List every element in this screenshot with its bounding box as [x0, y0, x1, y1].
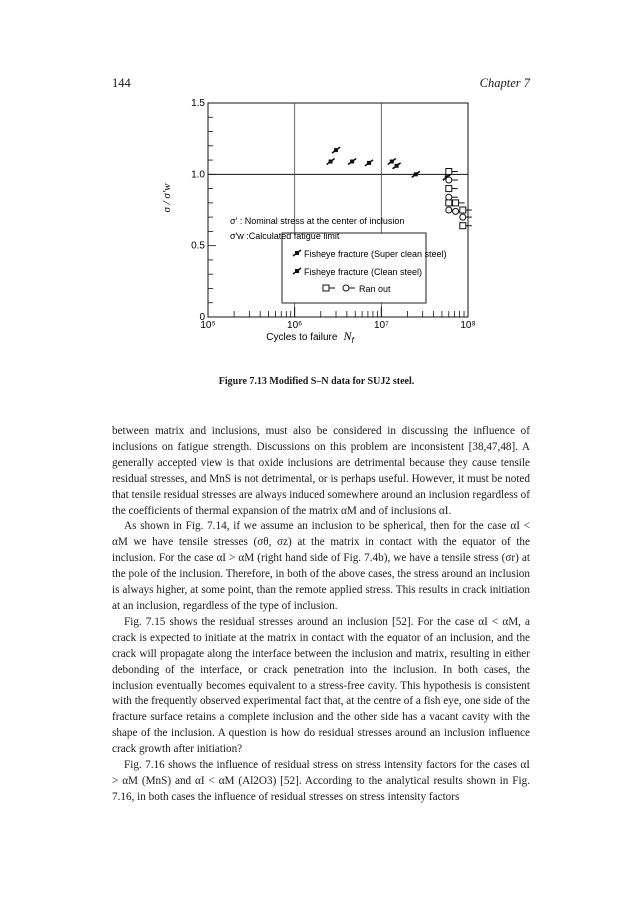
x-axis-subscript: f [351, 336, 354, 345]
data-point [446, 169, 458, 175]
chart-legend [230, 216, 447, 303]
x-tick-label: 10⁸ [460, 320, 476, 331]
body-text [112, 424, 530, 806]
y-tick-label: 1.0 [191, 169, 205, 181]
x-tick-label: 10⁷ [373, 320, 389, 331]
data-point [460, 214, 472, 220]
x-axis-label [266, 329, 354, 345]
data-point [327, 159, 335, 165]
paragraph-1: between matrix and inclusions, must also be considered in discussing the influence of inclusions on fatigue strength. Discussions on this problem are inconsistent [38,47,48]. A generally accepted view is that oxide inclusions are detrimental because they cause tensile residual stresses, and MnS is not detrimental, or is perhaps useful. However, it must be noted that tensile residual stresses are always induced somewhere around an inclusion regardless of the coefficients of thermal expansion of the matrix αM and of inclusions αI. [112, 425, 530, 517]
legend-clean: Fisheye fracture (Clean steel) [304, 267, 423, 277]
y-tick-label: 1.5 [191, 98, 205, 109]
paragraph-2: As shown in Fig. 7.14, if we assume an inclusion to be spherical, then for the case αI < αM we have tensile stresses (σθ, σz) at the matrix in contact with the equator of the inclusion. For the case αI > αM (right hand side of Fig. 7.4b), we have a tensile stress (σr) at the pole of the inclusion. Therefore, in both of the above cases, the stress around an inclusion is always higher, at some point, than the remote applied stress. This results in crack initiation at an inclusion, regardless of the type of inclusion. [112, 520, 530, 612]
data-point [365, 160, 373, 166]
legend-super-clean: Fisheye fracture (Super clean steel) [304, 249, 447, 259]
data-point [453, 200, 465, 206]
legend-sigma-nominal: σ' : Nominal stress at the center of inclusion [230, 216, 405, 226]
y-tick-label: 0.5 [191, 240, 205, 252]
data-point [393, 163, 401, 169]
data-point [332, 147, 340, 153]
sn-chart [150, 95, 490, 370]
data-point [446, 194, 458, 200]
x-axis-label-text: Cycles to failure [266, 332, 338, 343]
chapter-title: Chapter 7 [479, 76, 530, 90]
legend-ran-out: Ran out [359, 284, 391, 294]
data-point [446, 186, 458, 192]
legend-sigma-fatigue-limit: σ'w :Calculated fatigue limit [230, 231, 340, 241]
data-point [388, 159, 396, 165]
x-axis-symbol: N [343, 329, 352, 343]
y-tick-label: 0 [199, 312, 205, 323]
data-point [460, 207, 472, 213]
data-point [460, 223, 472, 229]
figure-caption: Figure 7.13 Modified S–N data for SUJ2 steel. [218, 376, 415, 387]
paragraph-4: Fig. 7.16 shows the influence of residual stress on stress intensity factors for the cases αI > αM (MnS) and αI < αM (Al2O3) [52]. According to the analytical results shown in Fig. 7.16, in both cases the influence of residual stresses on stress intensity factors [112, 759, 530, 803]
y-axis-label: σ / σ'w [161, 183, 173, 213]
paragraph-3: Fig. 7.15 shows the residual stresses around an inclusion [52]. For the case αI < αM, a crack is expected to initiate at the matrix in contact with the equator of an inclusion, and the crack will propagate along the interface between the inclusion and matrix, resulting in either debonding of the interface, or crack penetration into the inclusion. In both cases, the inclusion eventually becomes equivalent to a stress-free cavity. This hypothesis is consistent with the frequently observed experimental fact that, at the centre of a fish eye, one side of the fracture surface retains a complete inclusion and the other side has a vacant cavity with the shape of the inclusion. A question is how do residual stresses around an inclusion influence crack growth after initiation? [112, 615, 530, 756]
x-tick-label: 10⁶ [287, 320, 303, 331]
x-tick-label: 10⁵ [200, 320, 216, 331]
page-number: 144 [112, 76, 131, 90]
data-point [446, 177, 458, 183]
data-point [348, 159, 356, 165]
